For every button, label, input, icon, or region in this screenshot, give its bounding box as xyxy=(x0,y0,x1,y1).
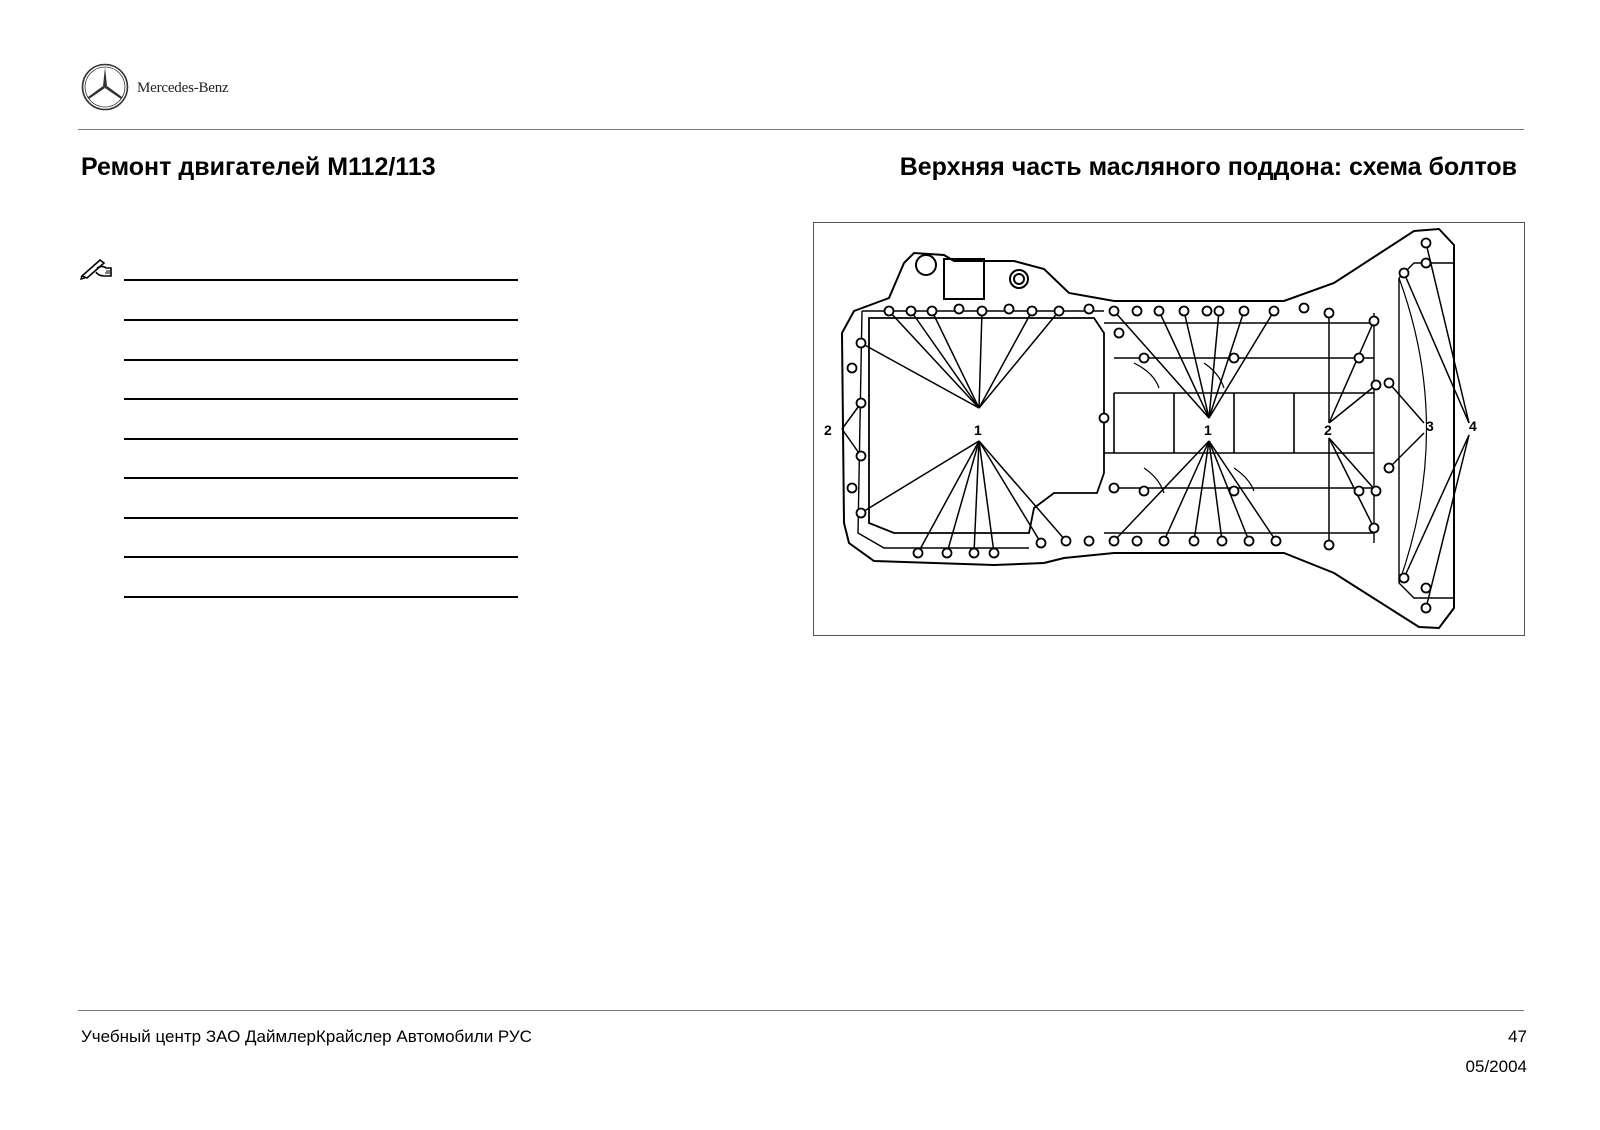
diagram-title: Верхняя часть масляного поддона: схема болтов xyxy=(899,153,1517,181)
bolt-hole xyxy=(1110,537,1119,546)
note-line[interactable] xyxy=(124,517,518,519)
bolt-hole xyxy=(1133,307,1142,316)
bolt-hole xyxy=(1155,307,1164,316)
note-line[interactable] xyxy=(124,477,518,479)
bolt-hole xyxy=(1215,307,1224,316)
bolt-hole xyxy=(1272,537,1281,546)
bolt-hole xyxy=(1062,537,1071,546)
bolt-hole xyxy=(1422,604,1431,613)
note-line[interactable] xyxy=(124,319,518,321)
bolt-hole xyxy=(1140,354,1149,363)
bolt-hole xyxy=(1115,329,1124,338)
bolt-hole xyxy=(1230,487,1239,496)
bolt-hole xyxy=(1355,487,1364,496)
bolt-hole xyxy=(1370,317,1379,326)
bolt-hole xyxy=(1037,539,1046,548)
brand-name: Mercedes-Benz xyxy=(137,80,229,96)
label-group-3: 3 xyxy=(1426,418,1434,434)
bolt-hole xyxy=(1245,537,1254,546)
label-group-1-left: 1 xyxy=(974,422,982,438)
bolt-hole xyxy=(1055,307,1064,316)
bolt-hole xyxy=(1085,537,1094,546)
bolt-hole xyxy=(978,307,987,316)
bolt-hole xyxy=(848,484,857,493)
bolt-hole xyxy=(857,509,866,518)
note-line[interactable] xyxy=(124,596,518,598)
bolt-hole xyxy=(1422,259,1431,268)
bolt-hole xyxy=(1422,584,1431,593)
header-divider xyxy=(78,129,1524,130)
page-number: 47 xyxy=(1508,1027,1527,1046)
bolt-hole xyxy=(990,549,999,558)
label-group-2-left: 2 xyxy=(824,422,832,438)
bolt-hole xyxy=(928,307,937,316)
bolt-hole xyxy=(1085,305,1094,314)
bolt-hole xyxy=(848,364,857,373)
label-group-4: 4 xyxy=(1469,418,1477,434)
writing-hand-icon xyxy=(80,254,114,280)
document-date: 05/2004 xyxy=(1465,1057,1527,1076)
bolt-hole xyxy=(857,399,866,408)
bolt-hole xyxy=(1230,354,1239,363)
page-title: Ремонт двигателей M112/113 xyxy=(81,153,436,181)
bolt-hole xyxy=(1400,574,1409,583)
footer-divider xyxy=(78,1010,1524,1011)
bolt-hole xyxy=(1400,269,1409,278)
bolt-hole xyxy=(1133,537,1142,546)
diagram-drawing xyxy=(814,223,1526,637)
bolt-hole xyxy=(857,452,866,461)
bolt-hole xyxy=(1028,307,1037,316)
bolt-hole xyxy=(1355,354,1364,363)
bolt-hole xyxy=(1110,484,1119,493)
note-line[interactable] xyxy=(124,279,518,281)
bolt-hole xyxy=(1190,537,1199,546)
bolt-hole xyxy=(885,307,894,316)
bolt-hole xyxy=(955,305,964,314)
oil-pan-bolt-diagram xyxy=(813,222,1525,636)
bolt-hole xyxy=(1372,487,1381,496)
note-line[interactable] xyxy=(124,556,518,558)
bolt-hole xyxy=(914,549,923,558)
bolt-hole xyxy=(1240,307,1249,316)
bolt-hole xyxy=(970,549,979,558)
bolt-hole xyxy=(1385,464,1394,473)
bolt-hole xyxy=(1325,309,1334,318)
label-group-1-center: 1 xyxy=(1204,422,1212,438)
bolt-hole xyxy=(1180,307,1189,316)
bolt-hole xyxy=(1140,487,1149,496)
bolt-hole xyxy=(1160,537,1169,546)
bolt-hole xyxy=(1005,305,1014,314)
footer-organization: Учебный центр ЗАО ДаймлерКрайслер Автомобили РУС xyxy=(81,1027,532,1046)
bolt-hole xyxy=(1385,379,1394,388)
bolt-hole xyxy=(1203,307,1212,316)
note-line[interactable] xyxy=(124,438,518,440)
label-group-2-right: 2 xyxy=(1324,422,1332,438)
note-line[interactable] xyxy=(124,359,518,361)
bolt-hole xyxy=(1325,541,1334,550)
bolt-hole xyxy=(1370,524,1379,533)
bolt-hole xyxy=(1372,381,1381,390)
bolt-hole xyxy=(943,549,952,558)
bolt-hole xyxy=(1218,537,1227,546)
bolt-hole xyxy=(857,339,866,348)
bolt-hole xyxy=(907,307,916,316)
bolt-hole xyxy=(1100,414,1109,423)
mercedes-star-icon xyxy=(80,62,130,112)
bolt-hole xyxy=(1270,307,1279,316)
note-line[interactable] xyxy=(124,398,518,400)
mercedes-benz-logo xyxy=(80,62,280,110)
bolt-hole xyxy=(1422,239,1431,248)
bolt-hole xyxy=(1110,307,1119,316)
bolt-hole xyxy=(1300,304,1309,313)
